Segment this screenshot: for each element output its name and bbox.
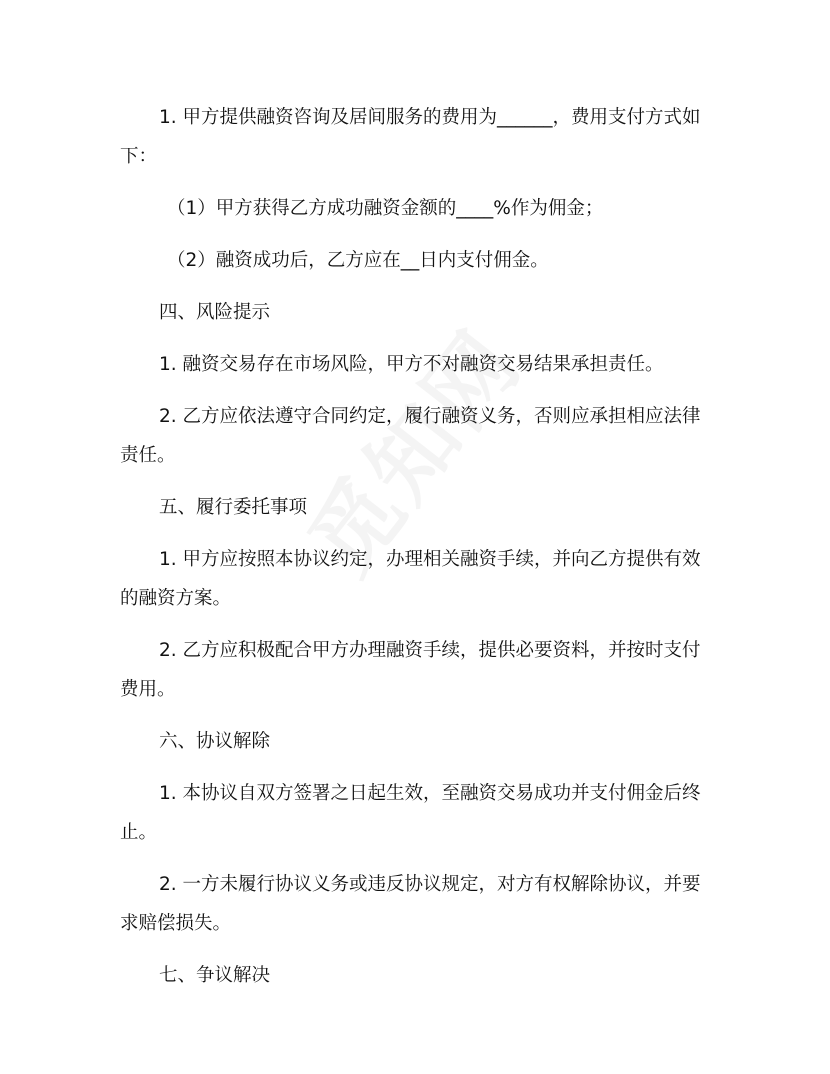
performance-clause-2: 2. 乙方应积极配合甲方办理融资手续，提供必要资料，并按时支付费用。 [120, 640, 701, 700]
section-heading-risk: 四、风险提示 [159, 302, 271, 323]
termination-clause-1: 1. 本协议自双方签署之日起生效，至融资交易成功并支付佣金后终止。 [120, 783, 701, 843]
risk-clause-2: 2. 乙方应依法遵守合同约定，履行融资义务，否则应承担相应法律责任。 [120, 406, 701, 466]
fee-clause-1-sub-2: （2）融资成功后，乙方应在__日内支付佣金。 [167, 250, 549, 271]
section-heading-performance: 五、履行委托事项 [159, 497, 308, 518]
fee-clause-1-sub-1: （1）甲方获得乙方成功融资金额的____%作为佣金； [167, 198, 604, 219]
termination-clause-2: 2. 一方未履行协议义务或违反协议规定，对方有权解除协议，并要求赔偿损失。 [120, 874, 701, 934]
document-body [120, 98, 710, 1008]
section-heading-dispute: 七、争议解决 [159, 965, 271, 986]
section-heading-termination: 六、协议解除 [159, 731, 271, 752]
performance-clause-1: 1. 甲方应按照本协议约定，办理相关融资手续，并向乙方提供有效的融资方案。 [120, 549, 701, 609]
fee-clause-1: 1. 甲方提供融资咨询及居间服务的费用为______，费用支付方式如下： [120, 107, 701, 167]
risk-clause-1: 1. 融资交易存在市场风险，甲方不对融资交易结果承担责任。 [159, 354, 664, 375]
